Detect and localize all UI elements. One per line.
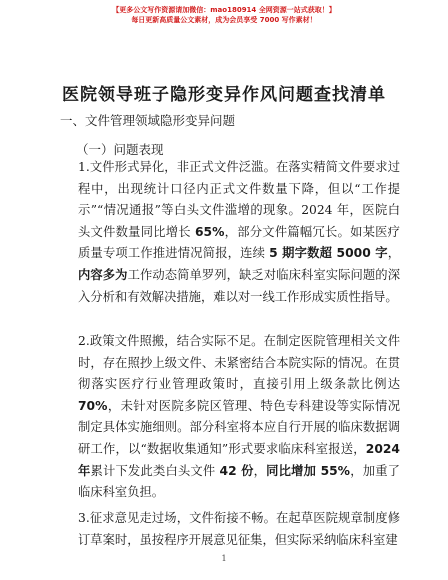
- p2-text-1: 2.政策文件照搬，结合实际不足。在制定医院管理相关文件时，存在照抄上级文件、未紧密结合本院实际的情况。在贯彻落实医疗行业管理政策时，直接引用上级条款比例达: [78, 334, 400, 392]
- paragraph-2: [78, 331, 400, 504]
- p2-text-3: 累计下发此类白头文件: [90, 463, 220, 478]
- p2-bold-4: 同比增加 55%: [266, 463, 351, 478]
- paragraph-3: [78, 508, 400, 551]
- p2-text-2: ，未针对医院多院区管理、特色专科建设等实际情况制定具体实施细则。部分科室将本应自行开展的临床数据调研工作，以“数据收集通知”形式要求临床科室报送，: [78, 398, 400, 456]
- p2-bold-2: 2024 年: [78, 441, 400, 478]
- p3-text-1: 3.征求意见走过场，文件衔接不畅。在起草医院规章制度修订草案时，虽按程序开展意见征集，但实际采纳临床科室建: [78, 511, 400, 547]
- section-heading: 一、文件管理领域隐形变异问题: [60, 113, 236, 128]
- paragraph-1: [78, 157, 400, 308]
- p1-text-2: ，部分文件篇幅冗长。如某医疗质量专项工作推进情况简报，连续: [78, 224, 400, 261]
- banner-line-2: 每日更新高质量公文素材，成为会员享受 7000 写作素材！: [131, 16, 317, 24]
- banner-line-1: 【更多公文写作资源请加微信：mao180914 全网资源一站式获取！】: [112, 6, 336, 14]
- p1-bold-1: 65%: [195, 224, 225, 239]
- page-number: 1: [221, 554, 227, 563]
- p1-bold-3: 内容多为: [78, 267, 128, 282]
- p2-text-5: ，加重了临床科室负担。: [78, 463, 400, 500]
- p2-bold-3: 42 份: [219, 463, 254, 478]
- p2-bold-1: 70%: [78, 398, 108, 413]
- p1-text-1: 1.文件形式异化，非正式文件泛滥。在落实精简文件要求过程中，出现统计口径内正式文件数量下降，但以“工作提示”“情况通报”等白头文件滥增的现象。2024 年，医院白头文件数量同比增长: [78, 160, 400, 239]
- p1-text-3: ，: [387, 246, 400, 261]
- p1-text-4: 工作动态简单罗列，缺乏对临床科室实际问题的深入分析和有效解决措施，难以对一线工作形成实质性指导。: [78, 267, 400, 304]
- p2-text-4: ，: [253, 463, 267, 478]
- subsection-heading: （一）问题表现: [76, 142, 164, 157]
- document-title: 医院领导班子隐形变异作风问题查找清单: [62, 85, 386, 105]
- p1-bold-2: 5 期字数超 5000 字: [269, 246, 388, 261]
- header-banner: [0, 5, 448, 25]
